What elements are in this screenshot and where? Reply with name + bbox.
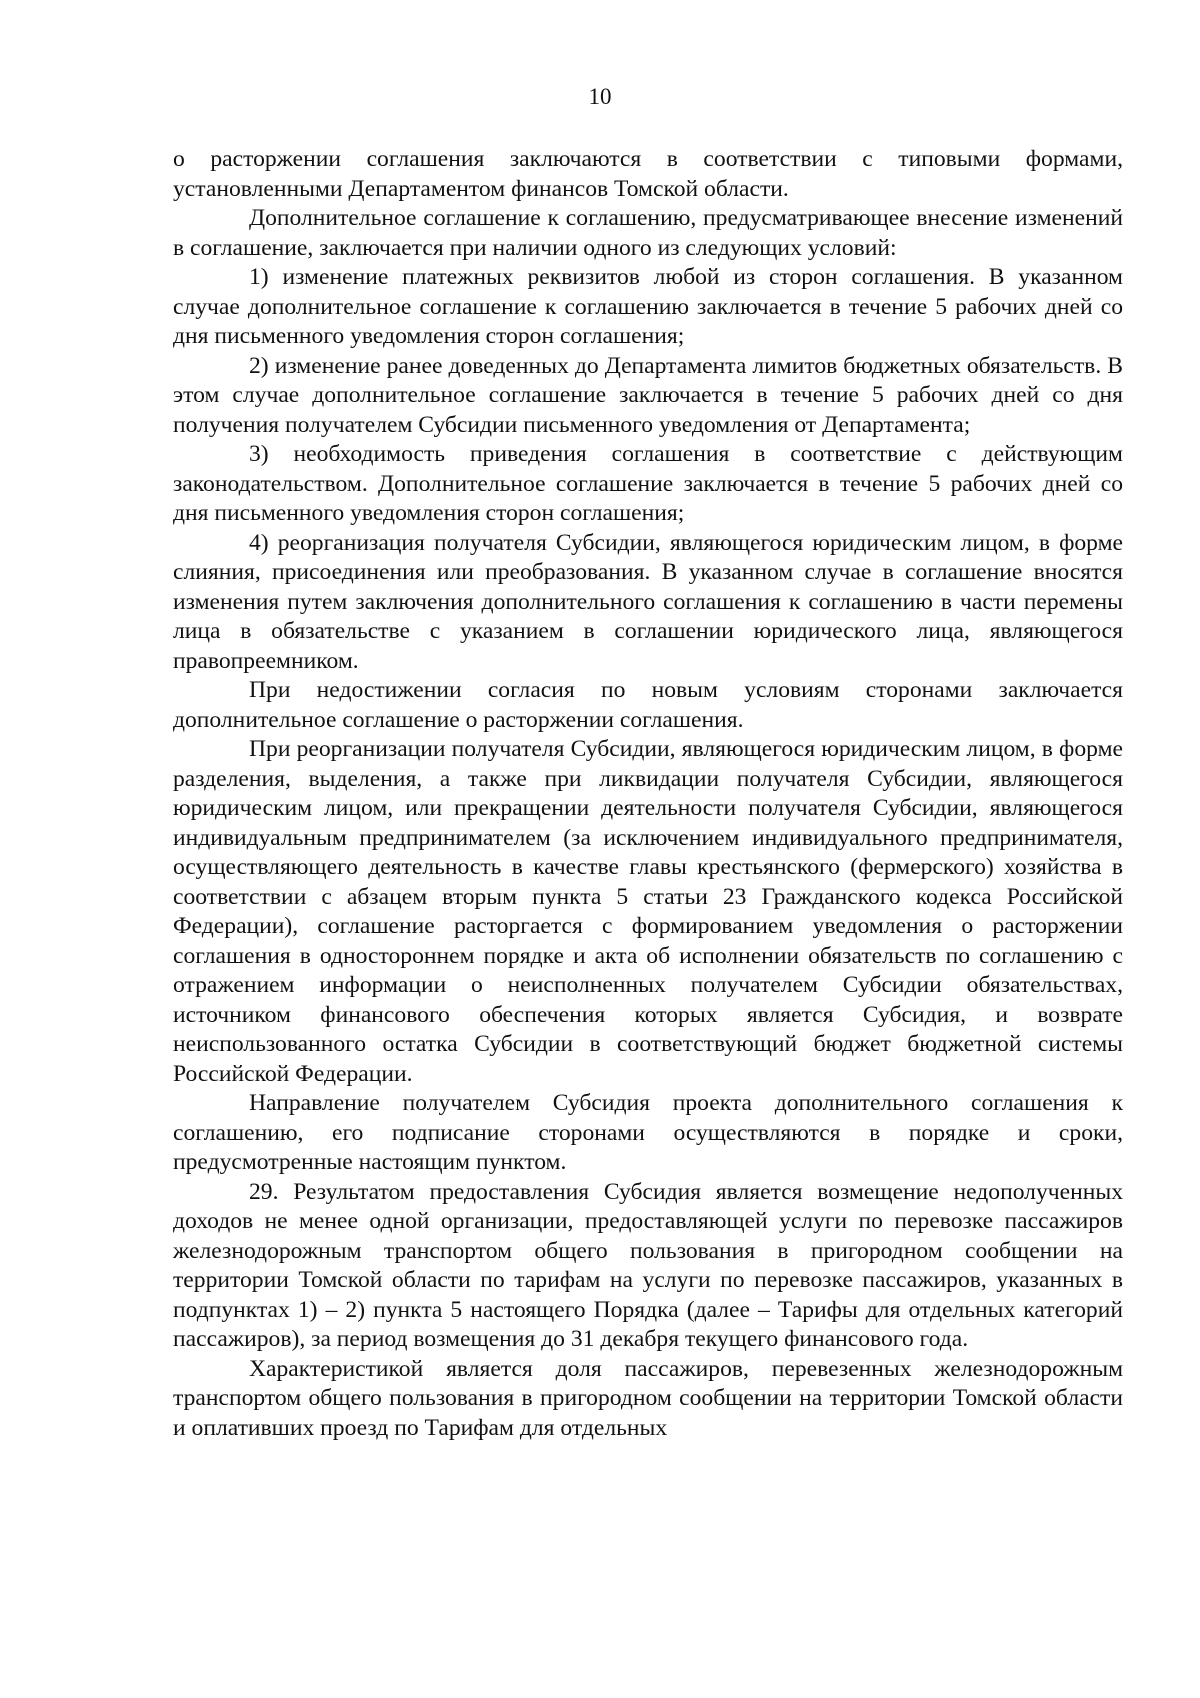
page-number: 10: [588, 84, 612, 109]
paragraph-10: 29. Результатом предоставления Субсидия является возмещение недополученных доходов не менее одной организации, предоставляющей услуги по перевозке пассажиров железнодорожным транспортом общего пользования в пригородном сообщении на территории Томской области по тарифам на услуги по перевозке пассажиров, указанных в подпунктах 1) – 2) пункта 5 настоящего Порядка (далее – Тарифы для отдельных категорий пассажиров), за период возмещения до 31 декабря текущего финансового года.: [173, 1178, 1123, 1352]
paragraph-5: 3) необходимость приведения соглашения в соответствие с действующим законодательством. Дополнительное соглашение заключается в течение 5 рабочих дней со дня письменного уведомления сторон соглашения;: [173, 441, 1123, 526]
paragraph-2: Дополнительное соглашение к соглашению, предусматривающее внесение изменений в соглашение, заключается при наличии одного из следующих условий:: [173, 205, 1123, 261]
paragraph-3: 1) изменение платежных реквизитов любой из сторон соглашения. В указанном случае дополнительное соглашение к соглашению заключается в течение 5 рабочих дней со дня письменного уведомления сторон соглашения;: [173, 264, 1123, 349]
paragraph-6: 4) реорганизация получателя Субсидии, являющегося юридическим лицом, в форме слияния, присоединения или преобразования. В указанном случае в соглашение вносятся изменения путем заключения дополнительного соглашения к соглашению в части перемены лица в обязательстве с указанием в соглашении юридического лица, являющегося правопреемником.: [173, 529, 1123, 674]
paragraph-11: Характеристикой является доля пассажиров, перевезенных железнодорожным транспортом общего пользования в пригородном сообщении на территории Томской области и оплативших проезд по Тарифам для отдельных: [173, 1355, 1123, 1441]
paragraph-1: о расторжении соглашения заключаются в соответствии с типовыми формами, установленными Департаментом финансов Томской области.: [173, 146, 1123, 202]
paragraph-8: При реорганизации получателя Субсидии, являющегося юридическим лицом, в форме разделения, выделения, а также при ликвидации получателя Субсидии, являющегося юридическим лицом, или прекращении деятельности получателя Субсидии, являющегося индивидуальным предпринимателем (за исключением индивидуального предпринимателя, осуществляющего деятельность в качестве главы крестьянского (фермерского) хозяйства в соответствии с абзацем вторым пункта 5 статьи 23 Гражданского кодекса Российской Федерации), соглашение расторгается с формированием уведомления о расторжении соглашения в одностороннем порядке и акта об исполнении обязательств по соглашению с отражением информации о неисполненных получателем Субсидии обязательствах, источником финансового обеспечения которых является Субсидия, и возврате неиспользованного остатка Субсидии в соответствующий бюджет бюджетной системы Российской Федерации.: [173, 736, 1123, 1087]
paragraph-7: При недостижении согласия по новым условиям сторонами заключается дополнительное соглашение о расторжении соглашения.: [173, 677, 1123, 733]
paragraph-9: Направление получателем Субсидия проекта дополнительного соглашения к соглашению, его подписание сторонами осуществляются в порядке и сроки, предусмотренные настоящим пунктом.: [173, 1090, 1123, 1175]
paragraph-4: 2) изменение ранее доведенных до Департамента лимитов бюджетных обязательств. В этом случае дополнительное соглашение заключается в течение 5 рабочих дней со дня получения получателем Субсидии письменного уведомления от Департамента;: [173, 352, 1123, 438]
document-body: [173, 145, 1123, 1443]
